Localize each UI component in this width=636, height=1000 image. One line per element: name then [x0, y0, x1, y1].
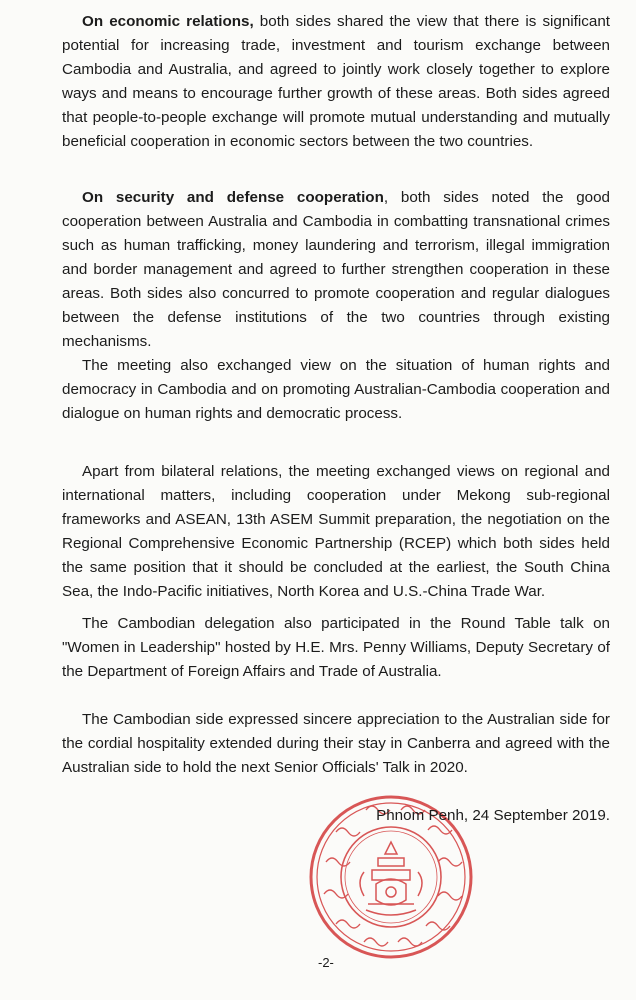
- paragraph-human-rights: [62, 354, 610, 426]
- paragraph-body: Apart from bilateral relations, the meeting exchanged views on regional and international matters, including cooperation under Mekong sub-regional frameworks and ASEAN, 13th ASEM Summit preparation, the negotiation on the Regional Comprehensive Economic Partnership (RCEP) which both sides held the same position that it should be concluded at the earliest, the South China Sea, the Indo-Pacific initiatives, North Korea and U.S.-China Trade War.: [62, 463, 610, 600]
- paragraph-security-defense: [62, 186, 610, 354]
- paragraph-regional-matters: [62, 460, 610, 604]
- paragraph-body: , both sides noted the good cooperation between Australia and Cambodia in combatting transnational crimes such as human trafficking, money laundering and terrorism, illegal immigration and border management and agreed to further strengthen cooperation in these areas. Both sides also concurred to promote cooperation and regular dialogues between the defense institutions of the two countries through existing mechanisms.: [62, 189, 610, 350]
- paragraph-economic-relations: [62, 10, 610, 154]
- paragraph-body: The Cambodian delegation also participated in the Round Table talk on "Women in Leadership" hosted by H.E. Mrs. Penny Williams, Deputy Secretary of the Department of Foreign Affairs and Trade of Australia.: [62, 615, 610, 680]
- paragraph-heading: On economic relations,: [82, 13, 254, 30]
- paragraph-heading: On security and defense cooperation: [82, 189, 384, 206]
- page-number: -2-: [318, 955, 334, 970]
- paragraph-body: both sides shared the view that there is significant potential for increasing trade, investment and tourism exchange between Cambodia and Australia, and agreed to jointly work closely together to explore ways and means to encourage further growth of these areas. Both sides agreed that people-to-people exchange will promote mutual understanding and mutually beneficial cooperation in economic sectors between the two countries.: [62, 13, 610, 150]
- paragraph-round-table: [62, 612, 610, 684]
- paragraph-body: The Cambodian side expressed sincere appreciation to the Australian side for the cordial hospitality extended during their stay in Canberra and agreed with the Australian side to hold the next Senior Officials' Talk in 2020.: [62, 711, 610, 776]
- paragraph-appreciation: [62, 708, 610, 780]
- dateline: Phnom Penh, 24 September 2019.: [376, 807, 610, 824]
- paragraph-body: The meeting also exchanged view on the situation of human rights and democracy in Cambodia and on promoting Australian-Cambodia cooperation and dialogue on human rights and democratic process.: [62, 357, 610, 422]
